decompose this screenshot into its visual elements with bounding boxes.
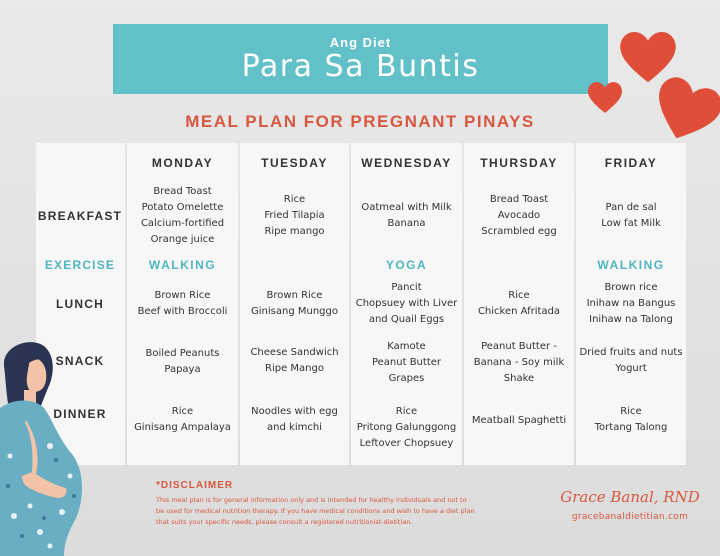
snack-tuesday: Cheese Sandwich Ripe Mango (250, 347, 339, 374)
row-label-snack: SNACK (55, 354, 105, 368)
disclaimer-title: *DISCLAIMER (156, 480, 234, 491)
row-label-dinner: DINNER (53, 407, 107, 421)
snack-friday: Dried fruits and nuts Yogurt (579, 347, 683, 374)
day-header-friday: FRIDAY (604, 156, 658, 170)
dinner-thursday: Meatball Spaghetti (471, 415, 567, 426)
lunch-thursday: Rice Chicken Afritada (477, 290, 561, 317)
exercise-wednesday: YOGA (385, 258, 428, 272)
author-signature: Grace Banal, RND (560, 488, 700, 506)
banner-subtitle: Ang Diet (329, 35, 392, 50)
heart-icon-small (588, 82, 622, 114)
meal-plan-heading: MEAL PLAN FOR PREGNANT PINAYS (185, 112, 535, 131)
lunch-friday: Brown rice Inihaw na Bangus Inihaw na Talong (586, 282, 676, 325)
snack-wednesday: Kamote Peanut Butter Grapes (371, 341, 442, 384)
breakfast-friday: Pan de sal Low fat Milk (601, 202, 661, 229)
dinner-monday: Rice Ginisang Ampalaya (134, 406, 231, 433)
exercise-friday: WALKING (597, 258, 665, 272)
breakfast-monday: Bread Toast Potato Omelette Calcium-fortified Orange juice (140, 186, 225, 245)
lunch-wednesday: Pancit Chopsuey with Liver and Quail Eggs (355, 282, 458, 325)
day-header-monday: MONDAY (151, 156, 214, 170)
dinner-friday: Rice Tortang Talong (594, 406, 668, 433)
row-label-lunch: LUNCH (56, 297, 104, 311)
row-label-breakfast: BREAKFAST (37, 209, 123, 223)
exercise-monday: WALKING (148, 258, 217, 272)
breakfast-wednesday: Oatmeal with Milk Banana (361, 202, 452, 229)
disclaimer-text: This meal plan is for general information only and is intended for healthy individuals and not to be used for medical nutrition therapy. If you have medical conditions and wish to have a diet plan that suits your specific needs, please consult a registered nutritionist-dietitian. (156, 496, 475, 526)
day-header-thursday: THURSDAY (480, 156, 558, 170)
pregnant-woman-illustration (0, 336, 100, 556)
snack-monday: Boiled Peanuts Papaya (145, 348, 220, 375)
breakfast-thursday: Bread Toast Avocado Scrambled egg (481, 194, 557, 237)
snack-thursday: Peanut Butter - Banana - Soy milk Shake (473, 341, 565, 384)
lunch-monday: Brown Rice Beef with Broccoli (137, 290, 228, 317)
title-banner (113, 24, 608, 94)
breakfast-tuesday: Rice Fried Tilapia Ripe mango (264, 194, 325, 237)
author-website[interactable]: gracebanaldietitian.com (571, 512, 689, 522)
day-header-tuesday: TUESDAY (261, 156, 328, 170)
dinner-tuesday: Noodles with egg and kimchi (251, 406, 338, 433)
dinner-wednesday: Rice Pritong Galunggong Leftover Chopsuey (356, 406, 457, 449)
day-header-wednesday: WEDNESDAY (361, 156, 452, 170)
lunch-tuesday: Brown Rice Ginisang Munggo (251, 290, 338, 317)
banner-title: Para Sa Buntis (241, 49, 480, 84)
row-label-exercise: EXERCISE (44, 258, 116, 272)
